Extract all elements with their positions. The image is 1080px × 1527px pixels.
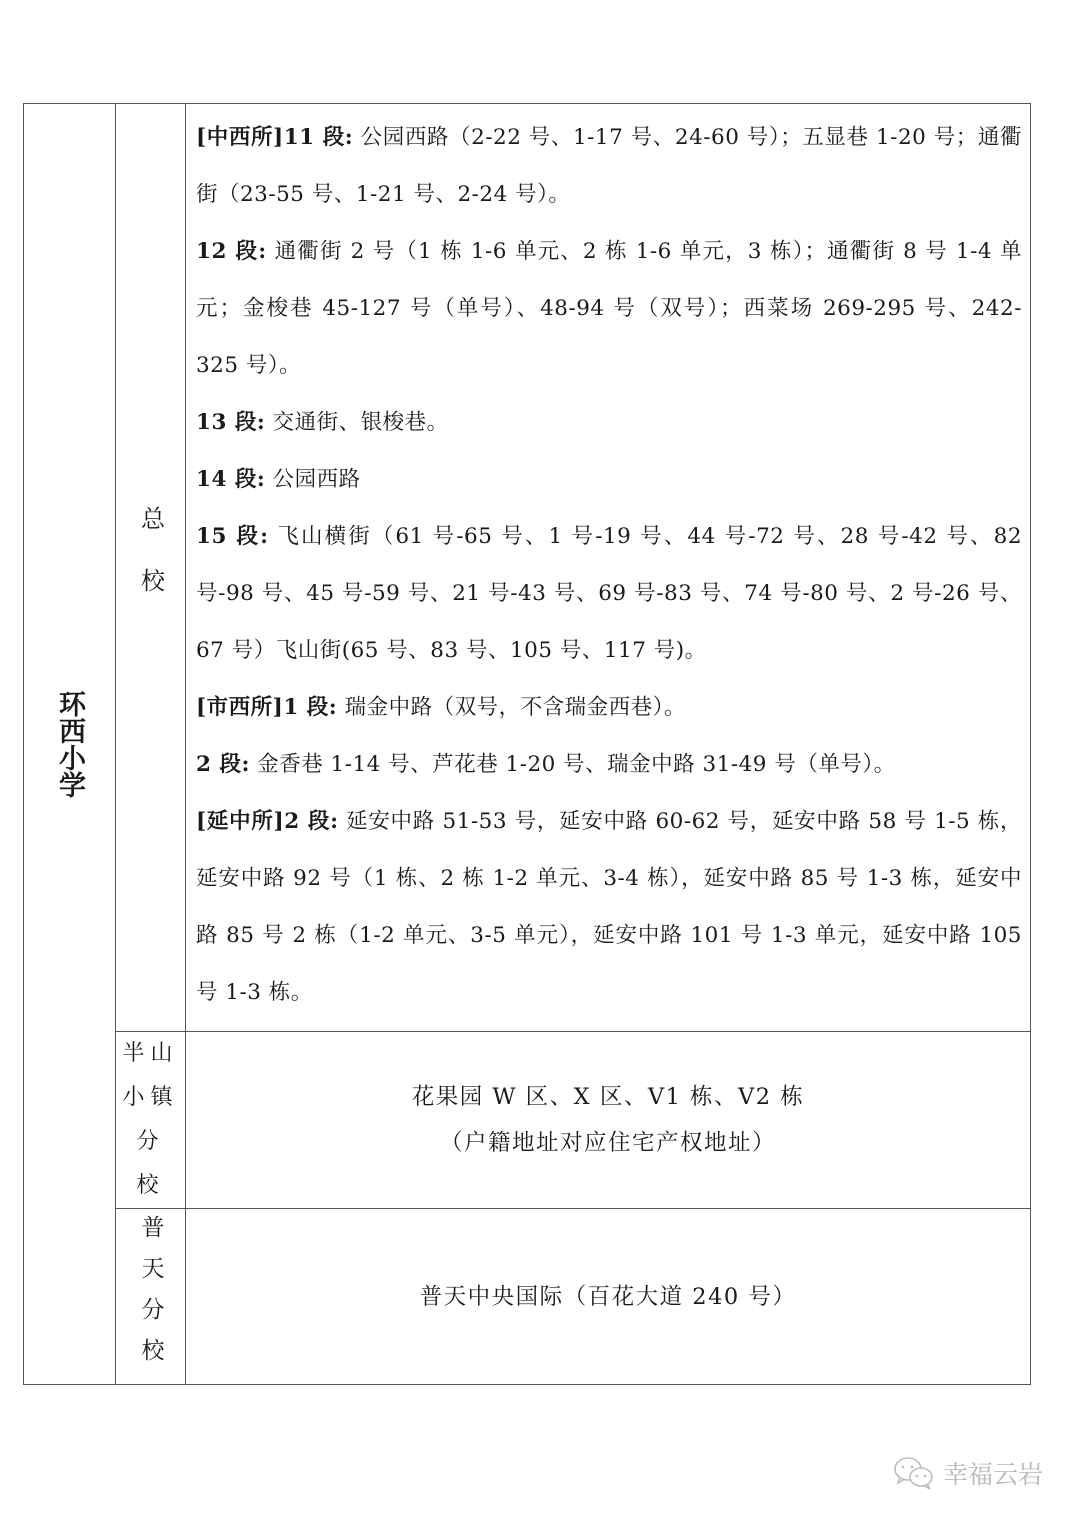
zone-text: 飞山横街（61 号-65 号、1 号-19 号、44 号-72 号、28 号-42 号、82 号-98 号、45 号-59 号、21 号-43 号、69 号-83 号、74 号-80 号、2 号-26 号、67 号）飞山街(65 号、83 号、105 号、117 号)。 — [196, 524, 1022, 663]
campus-name-line: 分 校 — [136, 1129, 165, 1198]
zone-text — [186, 1074, 1030, 1166]
zone-paragraph — [196, 109, 1022, 223]
table-row-banshan-campus — [24, 1032, 1031, 1209]
zone-text — [186, 1274, 1030, 1320]
campus-name-line: 半山 — [122, 1041, 179, 1066]
zone-paragraph — [196, 793, 1022, 1021]
zone-lead: [延中所]2 段: — [196, 809, 339, 834]
zone-line: 普天中央国际（百花大道 240 号） — [419, 1283, 797, 1310]
campus-cell — [116, 104, 186, 1032]
campus-name — [121, 1032, 181, 1208]
campus-name-line: 小镇 — [122, 1085, 179, 1110]
zone-lead: 12 段: — [196, 239, 267, 264]
zone-lead: 2 段: — [196, 752, 250, 777]
zone-paragraph — [196, 394, 1022, 451]
zone-text: 公园西路（2-22 号、1-17 号、24-60 号）；五显巷 1-20 号；通衢街（23-55 号、1-21 号、2-24 号）。 — [196, 125, 1022, 207]
zone-text: 金香巷 1-14 号、芦花巷 1-20 号、瑞金中路 31-49 号（单号）。 — [249, 752, 896, 777]
zone-text: 延安中路 51-53 号，延安中路 60-62 号，延安中路 58 号 1-5 栋，延安中路 92 号（1 栋、2 栋 1-2 单元、3-4 栋），延安中路 85 号 1-3 栋，延安中路 85 号 2 栋（1-2 单元、3-5 单元），延安中路 101 号 1-3 单元，延安中路 105 号 1-3 栋。 — [196, 809, 1022, 1005]
zone-text: 交通街、银梭巷。 — [265, 410, 449, 435]
zone-paragraph — [196, 223, 1022, 394]
zone-text: 通衢街 2 号（1 栋 1-6 单元、2 栋 1-6 单元，3 栋）；通衢街 8 号 1-4 单元；金梭巷 45-127 号（单号）、48-94 号（双号）；西菜场 269-295 号、242-325 号）。 — [196, 239, 1023, 378]
zone-lead: 15 段: — [196, 524, 269, 549]
campus-name: 总校 — [136, 505, 165, 630]
zone-text: 瑞金中路（双号，不含瑞金西巷）。 — [337, 695, 686, 720]
school-district-table — [23, 103, 1031, 1385]
zone-lead: 14 段: — [196, 467, 266, 492]
table-row-putian-campus — [24, 1209, 1031, 1385]
zone-lead: 13 段: — [196, 410, 266, 435]
zone-paragraph — [196, 451, 1022, 508]
campus-cell — [116, 1032, 186, 1209]
campus-name: 普天分校 — [137, 1214, 164, 1379]
watermark-text: 幸福云岩 — [943, 1460, 1044, 1489]
zone-cell — [186, 104, 1031, 1032]
zone-paragraph — [196, 679, 1022, 736]
zone-lead: [中西所]11 段: — [196, 125, 354, 150]
zone-paragraph — [196, 736, 1022, 793]
school-name-cell — [24, 104, 116, 1385]
zone-line: 花果园 W 区、X 区、V1 栋、V2 栋 — [411, 1084, 805, 1110]
zone-paragraph — [196, 508, 1022, 679]
zone-cell — [186, 1209, 1031, 1385]
zone-text: 公园西路 — [265, 467, 361, 492]
table-row-main-campus — [24, 104, 1031, 1032]
watermark — [893, 1455, 1043, 1491]
zone-lead: [市西所]1 段: — [196, 695, 338, 720]
school-name: 环西小学 — [54, 690, 85, 798]
zone-cell — [186, 1032, 1031, 1209]
wechat-icon — [893, 1456, 935, 1490]
zone-note: （户籍地址对应住宅产权地址） — [439, 1130, 776, 1156]
campus-cell — [116, 1209, 186, 1385]
